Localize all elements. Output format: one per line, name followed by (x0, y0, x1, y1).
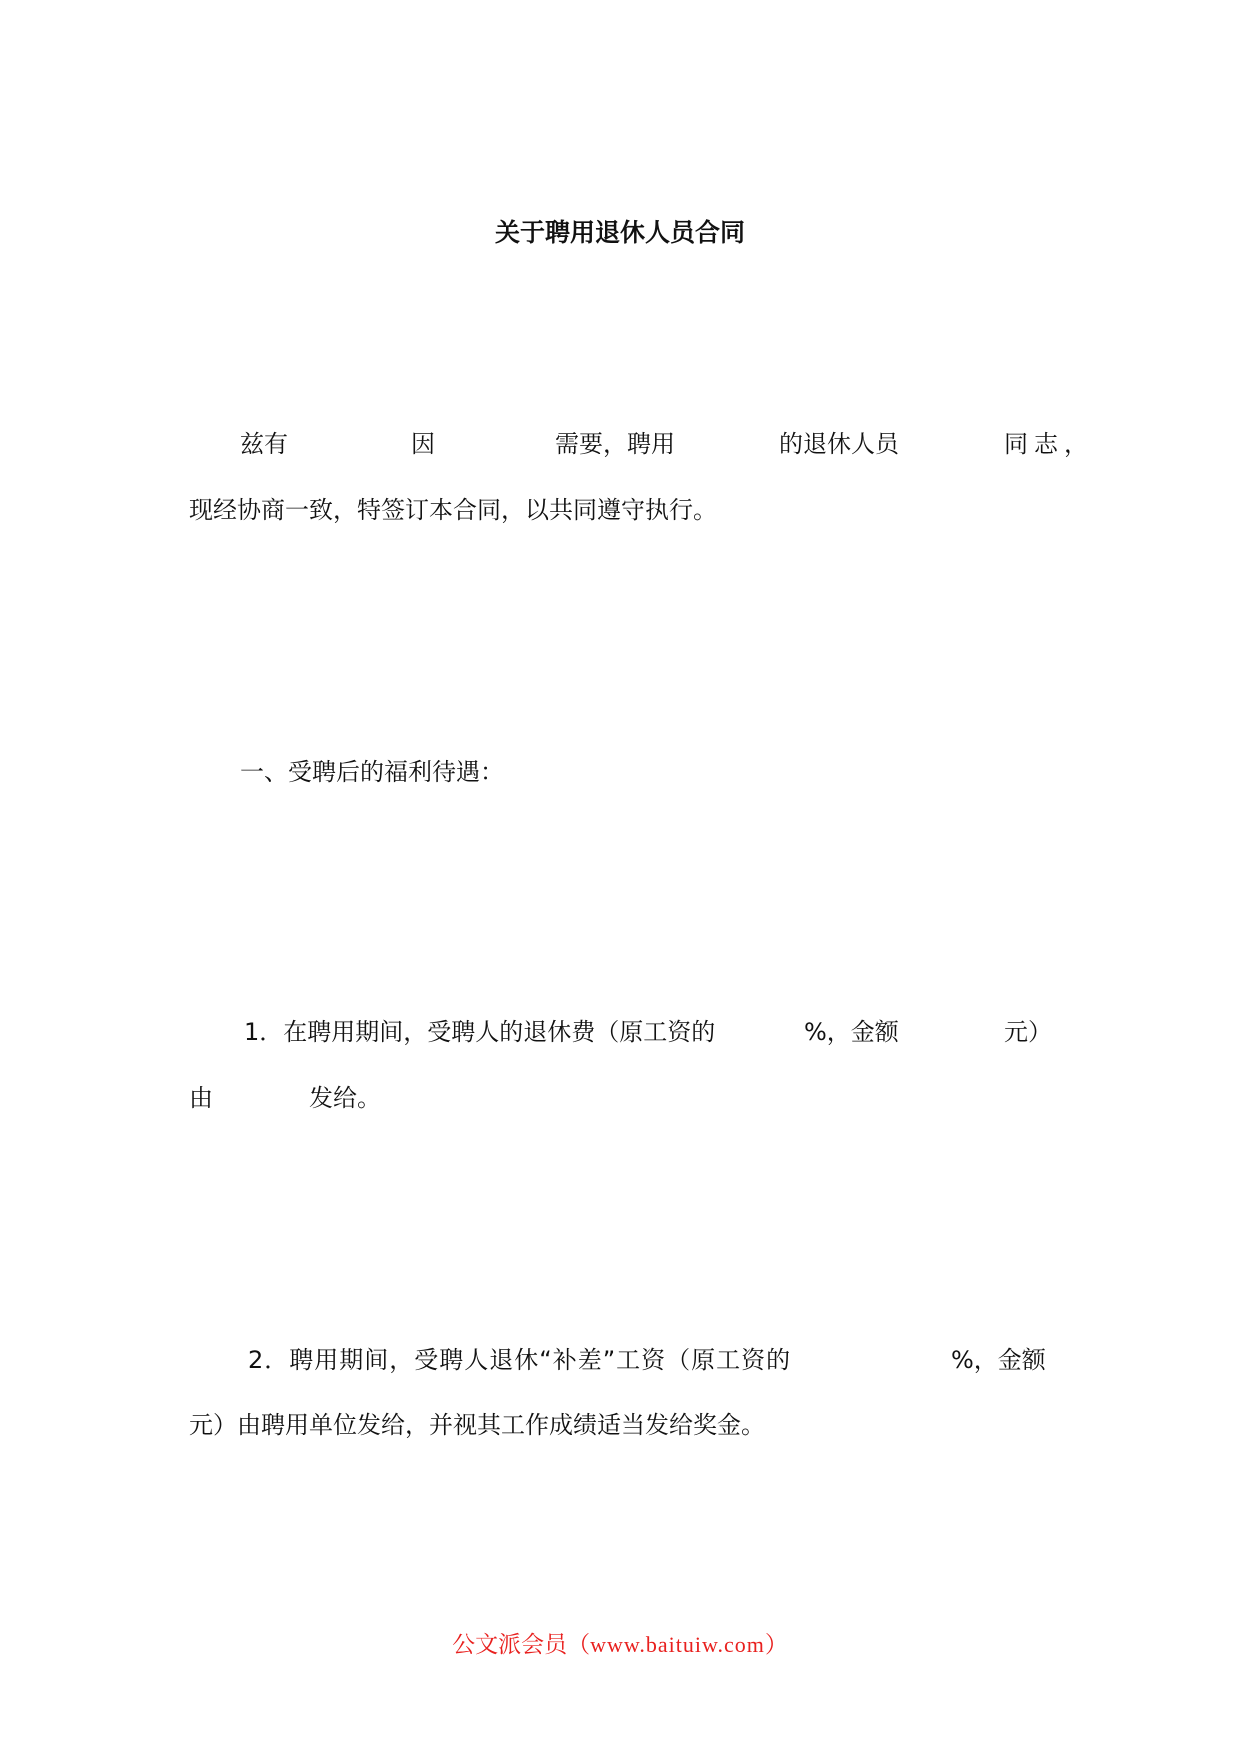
intro-text-2: 因 (411, 430, 435, 458)
item2-line2: 元）由聘用单位发给，并视其工作成绩适当发给奖金。 (189, 1411, 765, 1439)
intro-text-1: 兹有 (240, 430, 288, 458)
item2-text: 2．聘用期间，受聘人退休“补差”工资（原工资的 (248, 1346, 792, 1374)
section-heading: 一、受聘后的福利待遇： (240, 758, 504, 786)
footer-suffix: ） (764, 1632, 788, 1658)
intro-text-4: 的退休人员 (779, 430, 899, 458)
item1-percent-text: %，金额 (804, 1018, 899, 1046)
footer-membership-note (0, 1632, 1240, 1658)
footer-prefix: 公文派会员（ (452, 1632, 591, 1658)
item1-text: 1．在聘用期间，受聘人的退休费（原工资的 (244, 1018, 716, 1046)
item1-yuan-text: 元） (1004, 1018, 1052, 1046)
intro-text-5: 同志， (1004, 430, 1094, 458)
intro-text-3: 需要，聘用 (555, 430, 675, 458)
footer-url: www.baituiw.com (590, 1632, 765, 1657)
item1-line2-issued: 发给。 (309, 1084, 381, 1112)
intro-line-2: 现经协商一致，特签订本合同，以共同遵守执行。 (189, 496, 717, 524)
document-title: 关于聘用退休人员合同 (494, 218, 745, 247)
item2-percent-text: %，金额 (951, 1346, 1046, 1374)
item1-line2-by: 由 (189, 1084, 213, 1112)
